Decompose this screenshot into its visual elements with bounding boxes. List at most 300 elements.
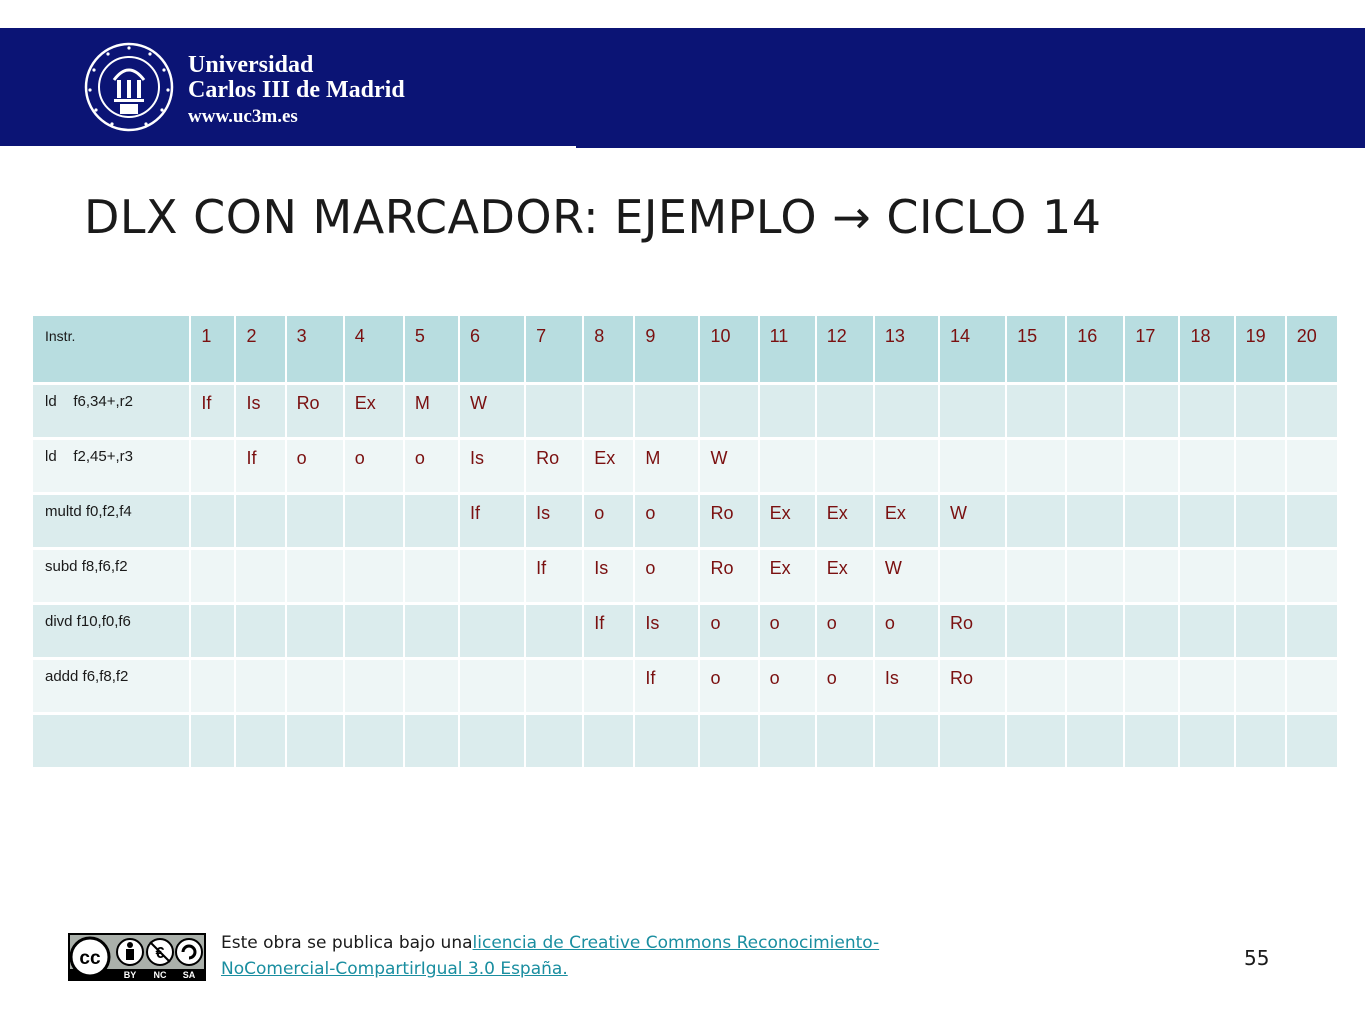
stage-cell <box>286 439 344 494</box>
stage-value <box>405 715 458 723</box>
header-cycle-cell <box>1006 316 1066 384</box>
cycle-number: 3 <box>296 326 307 346</box>
stage-cell <box>190 384 235 439</box>
stage-cell <box>404 439 459 494</box>
stage-cell <box>459 384 525 439</box>
stage-value <box>1180 440 1233 448</box>
stage-value <box>191 440 234 448</box>
table-row <box>33 384 1338 439</box>
stage-value <box>635 385 698 393</box>
stage-value <box>345 715 403 723</box>
stage-value <box>700 385 757 393</box>
instr-cell <box>33 439 190 494</box>
stage-value <box>1007 495 1065 503</box>
stage-value <box>1236 660 1285 668</box>
stage-value: Is <box>536 503 551 523</box>
stage-value: o <box>414 448 425 468</box>
header-cycle-cell <box>1066 316 1124 384</box>
logo-line-1: Universidad <box>188 52 314 78</box>
header-cycle-cell <box>344 316 404 384</box>
stage-cell <box>816 604 874 659</box>
stage-value: o <box>710 668 721 688</box>
cycle-number: 16 <box>1077 326 1098 346</box>
stage-value: Is <box>469 448 484 468</box>
stage-cell <box>874 604 939 659</box>
stage-cell <box>190 494 235 549</box>
stage-value <box>584 385 633 393</box>
stage-cell <box>459 604 525 659</box>
cycle-number: 7 <box>536 326 547 346</box>
instr-label: ld f6,34+,r2 <box>45 393 133 410</box>
stage-value: W <box>949 503 967 523</box>
stage-value <box>526 715 582 723</box>
stage-cell <box>1066 439 1124 494</box>
stage-value <box>405 550 458 558</box>
stage-cell <box>1006 714 1066 769</box>
stage-cell <box>1066 384 1124 439</box>
stage-value <box>191 550 234 558</box>
header-cycle-cell <box>1179 316 1234 384</box>
stage-cell <box>759 604 816 659</box>
stage-value <box>1067 605 1123 613</box>
stage-value <box>817 385 873 393</box>
stage-value: If <box>536 558 547 578</box>
stage-cell <box>459 714 525 769</box>
instr-label: divd f10,f0,f6 <box>45 613 131 630</box>
header-cycle-cell <box>699 316 758 384</box>
stage-cell <box>344 384 404 439</box>
stage-value <box>817 715 873 723</box>
header-cycle-cell <box>1286 316 1338 384</box>
stage-value <box>1125 440 1178 448</box>
stage-cell <box>1124 384 1179 439</box>
stage-cell <box>699 659 758 714</box>
stage-cell <box>583 714 634 769</box>
stage-cell <box>634 714 699 769</box>
stage-cell <box>525 714 583 769</box>
stage-value <box>1236 385 1285 393</box>
stage-cell <box>874 439 939 494</box>
stage-value: If <box>645 668 656 688</box>
stage-value: W <box>710 448 728 468</box>
header-cycle-cell <box>286 316 344 384</box>
stage-value <box>1287 550 1337 558</box>
stage-value: Is <box>246 393 261 413</box>
stage-value: M <box>414 393 430 413</box>
stage-value <box>460 660 524 668</box>
stage-cell <box>344 659 404 714</box>
stage-cell <box>235 604 285 659</box>
stage-value <box>940 715 1005 723</box>
stage-cell <box>1179 494 1234 549</box>
stage-cell <box>939 659 1006 714</box>
stage-cell <box>583 549 634 604</box>
stage-value <box>191 715 234 723</box>
stage-value: o <box>645 558 656 578</box>
stage-cell <box>583 659 634 714</box>
stage-cell <box>1124 604 1179 659</box>
stage-cell <box>235 494 285 549</box>
stage-cell <box>699 494 758 549</box>
stage-value: o <box>769 613 780 633</box>
stage-value <box>700 715 757 723</box>
stage-cell <box>286 659 344 714</box>
table-row <box>33 659 1338 714</box>
cycle-number: 2 <box>246 326 257 346</box>
stage-cell <box>404 714 459 769</box>
stage-value <box>760 440 815 448</box>
stage-value: o <box>826 668 837 688</box>
stage-value <box>1125 495 1178 503</box>
stage-cell <box>699 604 758 659</box>
header-cycle-cell <box>634 316 699 384</box>
university-seal-icon <box>84 42 174 132</box>
instr-label: subd f8,f6,f2 <box>45 558 128 575</box>
stage-cell <box>583 604 634 659</box>
stage-value <box>345 660 403 668</box>
stage-cell <box>286 384 344 439</box>
stage-value <box>1236 715 1285 723</box>
stage-value <box>760 385 815 393</box>
header-cycle-cell <box>1124 316 1179 384</box>
stage-value <box>345 550 403 558</box>
instr-cell <box>33 494 190 549</box>
stage-cell <box>583 494 634 549</box>
stage-cell <box>874 384 939 439</box>
header-cycle-cell <box>939 316 1006 384</box>
stage-cell <box>525 604 583 659</box>
instr-cell <box>33 659 190 714</box>
stage-value <box>236 550 284 558</box>
stage-value <box>1007 605 1065 613</box>
header-cycle-cell <box>404 316 459 384</box>
stage-value <box>1236 495 1285 503</box>
stage-value <box>1067 715 1123 723</box>
cc-sa-label: SA <box>182 970 196 980</box>
stage-cell <box>1124 439 1179 494</box>
stage-value: Ro <box>949 613 973 633</box>
stage-cell <box>286 604 344 659</box>
header-cycle-cell <box>816 316 874 384</box>
stage-value <box>1180 495 1233 503</box>
stage-cell <box>1179 549 1234 604</box>
stage-value <box>1180 715 1233 723</box>
stage-value <box>1287 715 1337 723</box>
stage-value <box>1287 440 1337 448</box>
stage-cell <box>525 439 583 494</box>
stage-cell <box>1066 714 1124 769</box>
table-row <box>33 494 1338 549</box>
logo-line-2: Carlos III de Madrid <box>188 77 405 103</box>
stage-value: Ex <box>769 558 791 578</box>
license-prefix: Este obra se publica bajo una <box>221 933 473 953</box>
stage-cell <box>459 659 525 714</box>
stage-value: Ex <box>884 503 906 523</box>
stage-cell <box>699 549 758 604</box>
header-cycle-cell <box>583 316 634 384</box>
header-divider <box>576 145 1365 148</box>
stage-value <box>1067 385 1123 393</box>
cc-by-label: BY <box>123 970 137 980</box>
instr-label: addd f6,f8,f2 <box>45 668 129 685</box>
stage-cell <box>235 439 285 494</box>
stage-value: Ex <box>769 503 791 523</box>
stage-cell <box>939 439 1006 494</box>
stage-value: Is <box>645 613 660 633</box>
stage-value <box>1125 385 1178 393</box>
svg-text:€: € <box>155 945 165 962</box>
cycle-number: 5 <box>414 326 425 346</box>
header-instr-label: Instr. <box>45 328 76 344</box>
stage-cell <box>816 439 874 494</box>
stage-cell <box>344 714 404 769</box>
stage-value <box>526 605 582 613</box>
cc-nc-label: NC <box>153 970 167 980</box>
stage-cell <box>190 659 235 714</box>
stage-value <box>1287 605 1337 613</box>
stage-value <box>1125 605 1178 613</box>
stage-value <box>1067 550 1123 558</box>
header-cycle-cell <box>235 316 285 384</box>
cycle-number: 17 <box>1135 326 1156 346</box>
stage-value <box>1236 440 1285 448</box>
stage-value <box>1287 495 1337 503</box>
table-header-row <box>33 316 1338 384</box>
stage-value: o <box>710 613 721 633</box>
stage-value: W <box>469 393 487 413</box>
stage-value <box>760 715 815 723</box>
stage-cell <box>759 384 816 439</box>
stage-value <box>236 605 284 613</box>
stage-cell <box>634 659 699 714</box>
stage-value <box>191 495 234 503</box>
stage-value <box>1287 660 1337 668</box>
table-row <box>33 549 1338 604</box>
cycle-number: 9 <box>645 326 656 346</box>
stage-value <box>191 605 234 613</box>
license-link[interactable]: licencia de Creative Commons Reconocimiento-NoComercial-CompartirIgual 3.0 España. <box>221 933 880 979</box>
instr-cell <box>33 384 190 439</box>
header-cycle-cell <box>1235 316 1286 384</box>
stage-cell <box>404 659 459 714</box>
university-logo-text <box>188 52 405 132</box>
slide-title: DLX CON MARCADOR: EJEMPLO → CICLO 14 <box>84 190 1102 244</box>
header-cycle-cell <box>525 316 583 384</box>
stage-cell <box>1286 549 1338 604</box>
pipeline-table <box>33 316 1339 770</box>
stage-value: o <box>354 448 365 468</box>
stage-cell <box>939 714 1006 769</box>
stage-cell <box>404 604 459 659</box>
stage-cell <box>1235 439 1286 494</box>
stage-value <box>875 385 938 393</box>
stage-cell <box>1006 604 1066 659</box>
stage-cell <box>759 494 816 549</box>
stage-cell <box>1286 384 1338 439</box>
stage-value: Is <box>884 668 899 688</box>
stage-value: o <box>884 613 895 633</box>
stage-cell <box>759 714 816 769</box>
stage-value <box>635 715 698 723</box>
stage-cell <box>1235 604 1286 659</box>
stage-value <box>1007 715 1065 723</box>
stage-value: Ro <box>536 448 560 468</box>
cycle-number: 18 <box>1190 326 1211 346</box>
stage-value <box>236 715 284 723</box>
stage-value <box>1180 660 1233 668</box>
stage-value: If <box>201 393 212 413</box>
cycle-number: 4 <box>354 326 365 346</box>
stage-cell <box>1124 494 1179 549</box>
stage-value <box>345 605 403 613</box>
table-row <box>33 439 1338 494</box>
stage-cell <box>939 494 1006 549</box>
creative-commons-badge-icon <box>68 933 206 981</box>
stage-cell <box>459 439 525 494</box>
cycle-number: 15 <box>1017 326 1038 346</box>
stage-value: Ex <box>594 448 616 468</box>
stage-cell <box>634 604 699 659</box>
header-instr-cell <box>33 316 190 384</box>
cycle-number: 10 <box>710 326 731 346</box>
stage-cell <box>1235 549 1286 604</box>
stage-cell <box>699 714 758 769</box>
stage-value: Ex <box>826 558 848 578</box>
stage-cell <box>1066 659 1124 714</box>
stage-value: If <box>594 613 605 633</box>
stage-cell <box>1124 714 1179 769</box>
cycle-number: 14 <box>949 326 970 346</box>
stage-cell <box>190 604 235 659</box>
stage-value <box>460 550 524 558</box>
stage-value: o <box>296 448 307 468</box>
stage-cell <box>459 549 525 604</box>
header-cycle-cell <box>759 316 816 384</box>
stage-cell <box>525 549 583 604</box>
stage-cell <box>1066 604 1124 659</box>
stage-cell <box>634 384 699 439</box>
stage-cell <box>816 494 874 549</box>
stage-cell <box>816 549 874 604</box>
stage-value <box>526 385 582 393</box>
stage-value <box>405 495 458 503</box>
logo-url: www.uc3m.es <box>188 106 298 127</box>
stage-value: Ro <box>296 393 320 413</box>
stage-value <box>287 495 343 503</box>
stage-cell <box>699 439 758 494</box>
cycle-number: 19 <box>1245 326 1266 346</box>
stage-cell <box>235 384 285 439</box>
stage-value <box>287 605 343 613</box>
stage-cell <box>1066 494 1124 549</box>
header-cycle-cell <box>459 316 525 384</box>
stage-cell <box>1235 659 1286 714</box>
stage-cell <box>583 439 634 494</box>
stage-value <box>191 660 234 668</box>
cycle-number: 20 <box>1296 326 1317 346</box>
stage-value <box>1236 605 1285 613</box>
stage-value <box>345 495 403 503</box>
cycle-number: 11 <box>769 326 789 346</box>
stage-value: o <box>769 668 780 688</box>
stage-value: Ro <box>949 668 973 688</box>
stage-cell <box>525 659 583 714</box>
stage-value: o <box>826 613 837 633</box>
stage-cell <box>1006 439 1066 494</box>
stage-value <box>405 605 458 613</box>
stage-value <box>460 715 524 723</box>
stage-value: Ex <box>826 503 848 523</box>
stage-value <box>1067 440 1123 448</box>
stage-value <box>1007 440 1065 448</box>
stage-cell <box>759 659 816 714</box>
stage-cell <box>874 714 939 769</box>
stage-cell <box>874 494 939 549</box>
stage-cell <box>1235 384 1286 439</box>
stage-cell <box>1066 549 1124 604</box>
stage-cell <box>816 659 874 714</box>
stage-cell <box>525 384 583 439</box>
stage-cell <box>286 549 344 604</box>
instr-label <box>33 715 189 723</box>
header-cycle-cell <box>190 316 235 384</box>
stage-cell <box>699 384 758 439</box>
table-row <box>33 714 1338 769</box>
cc-badge-text: cc <box>79 948 101 969</box>
stage-cell <box>816 714 874 769</box>
stage-cell <box>404 549 459 604</box>
stage-cell <box>1179 714 1234 769</box>
stage-value: Ro <box>710 503 734 523</box>
stage-cell <box>1006 549 1066 604</box>
stage-value <box>875 715 938 723</box>
stage-value <box>287 715 343 723</box>
stage-cell <box>1179 384 1234 439</box>
stage-cell <box>1235 494 1286 549</box>
stage-value <box>940 550 1005 558</box>
stage-cell <box>344 494 404 549</box>
stage-cell <box>1235 714 1286 769</box>
instr-cell <box>33 604 190 659</box>
stage-cell <box>344 549 404 604</box>
stage-cell <box>1006 659 1066 714</box>
stage-value <box>1067 495 1123 503</box>
stage-cell <box>939 604 1006 659</box>
stage-value <box>236 495 284 503</box>
stage-cell <box>1286 439 1338 494</box>
stage-cell <box>939 549 1006 604</box>
stage-cell <box>404 494 459 549</box>
stage-value <box>1180 550 1233 558</box>
stage-cell <box>634 549 699 604</box>
stage-value <box>1180 385 1233 393</box>
stage-cell <box>634 439 699 494</box>
stage-value: Ex <box>354 393 376 413</box>
stage-cell <box>1006 384 1066 439</box>
stage-cell <box>1006 494 1066 549</box>
license-notice <box>221 930 941 982</box>
stage-cell <box>235 659 285 714</box>
stage-cell <box>459 494 525 549</box>
cycle-number: 8 <box>594 326 605 346</box>
stage-value <box>405 660 458 668</box>
stage-value <box>460 605 524 613</box>
stage-value <box>287 550 343 558</box>
stage-cell <box>759 439 816 494</box>
stage-value <box>1067 660 1123 668</box>
stage-cell <box>634 494 699 549</box>
stage-cell <box>1286 659 1338 714</box>
